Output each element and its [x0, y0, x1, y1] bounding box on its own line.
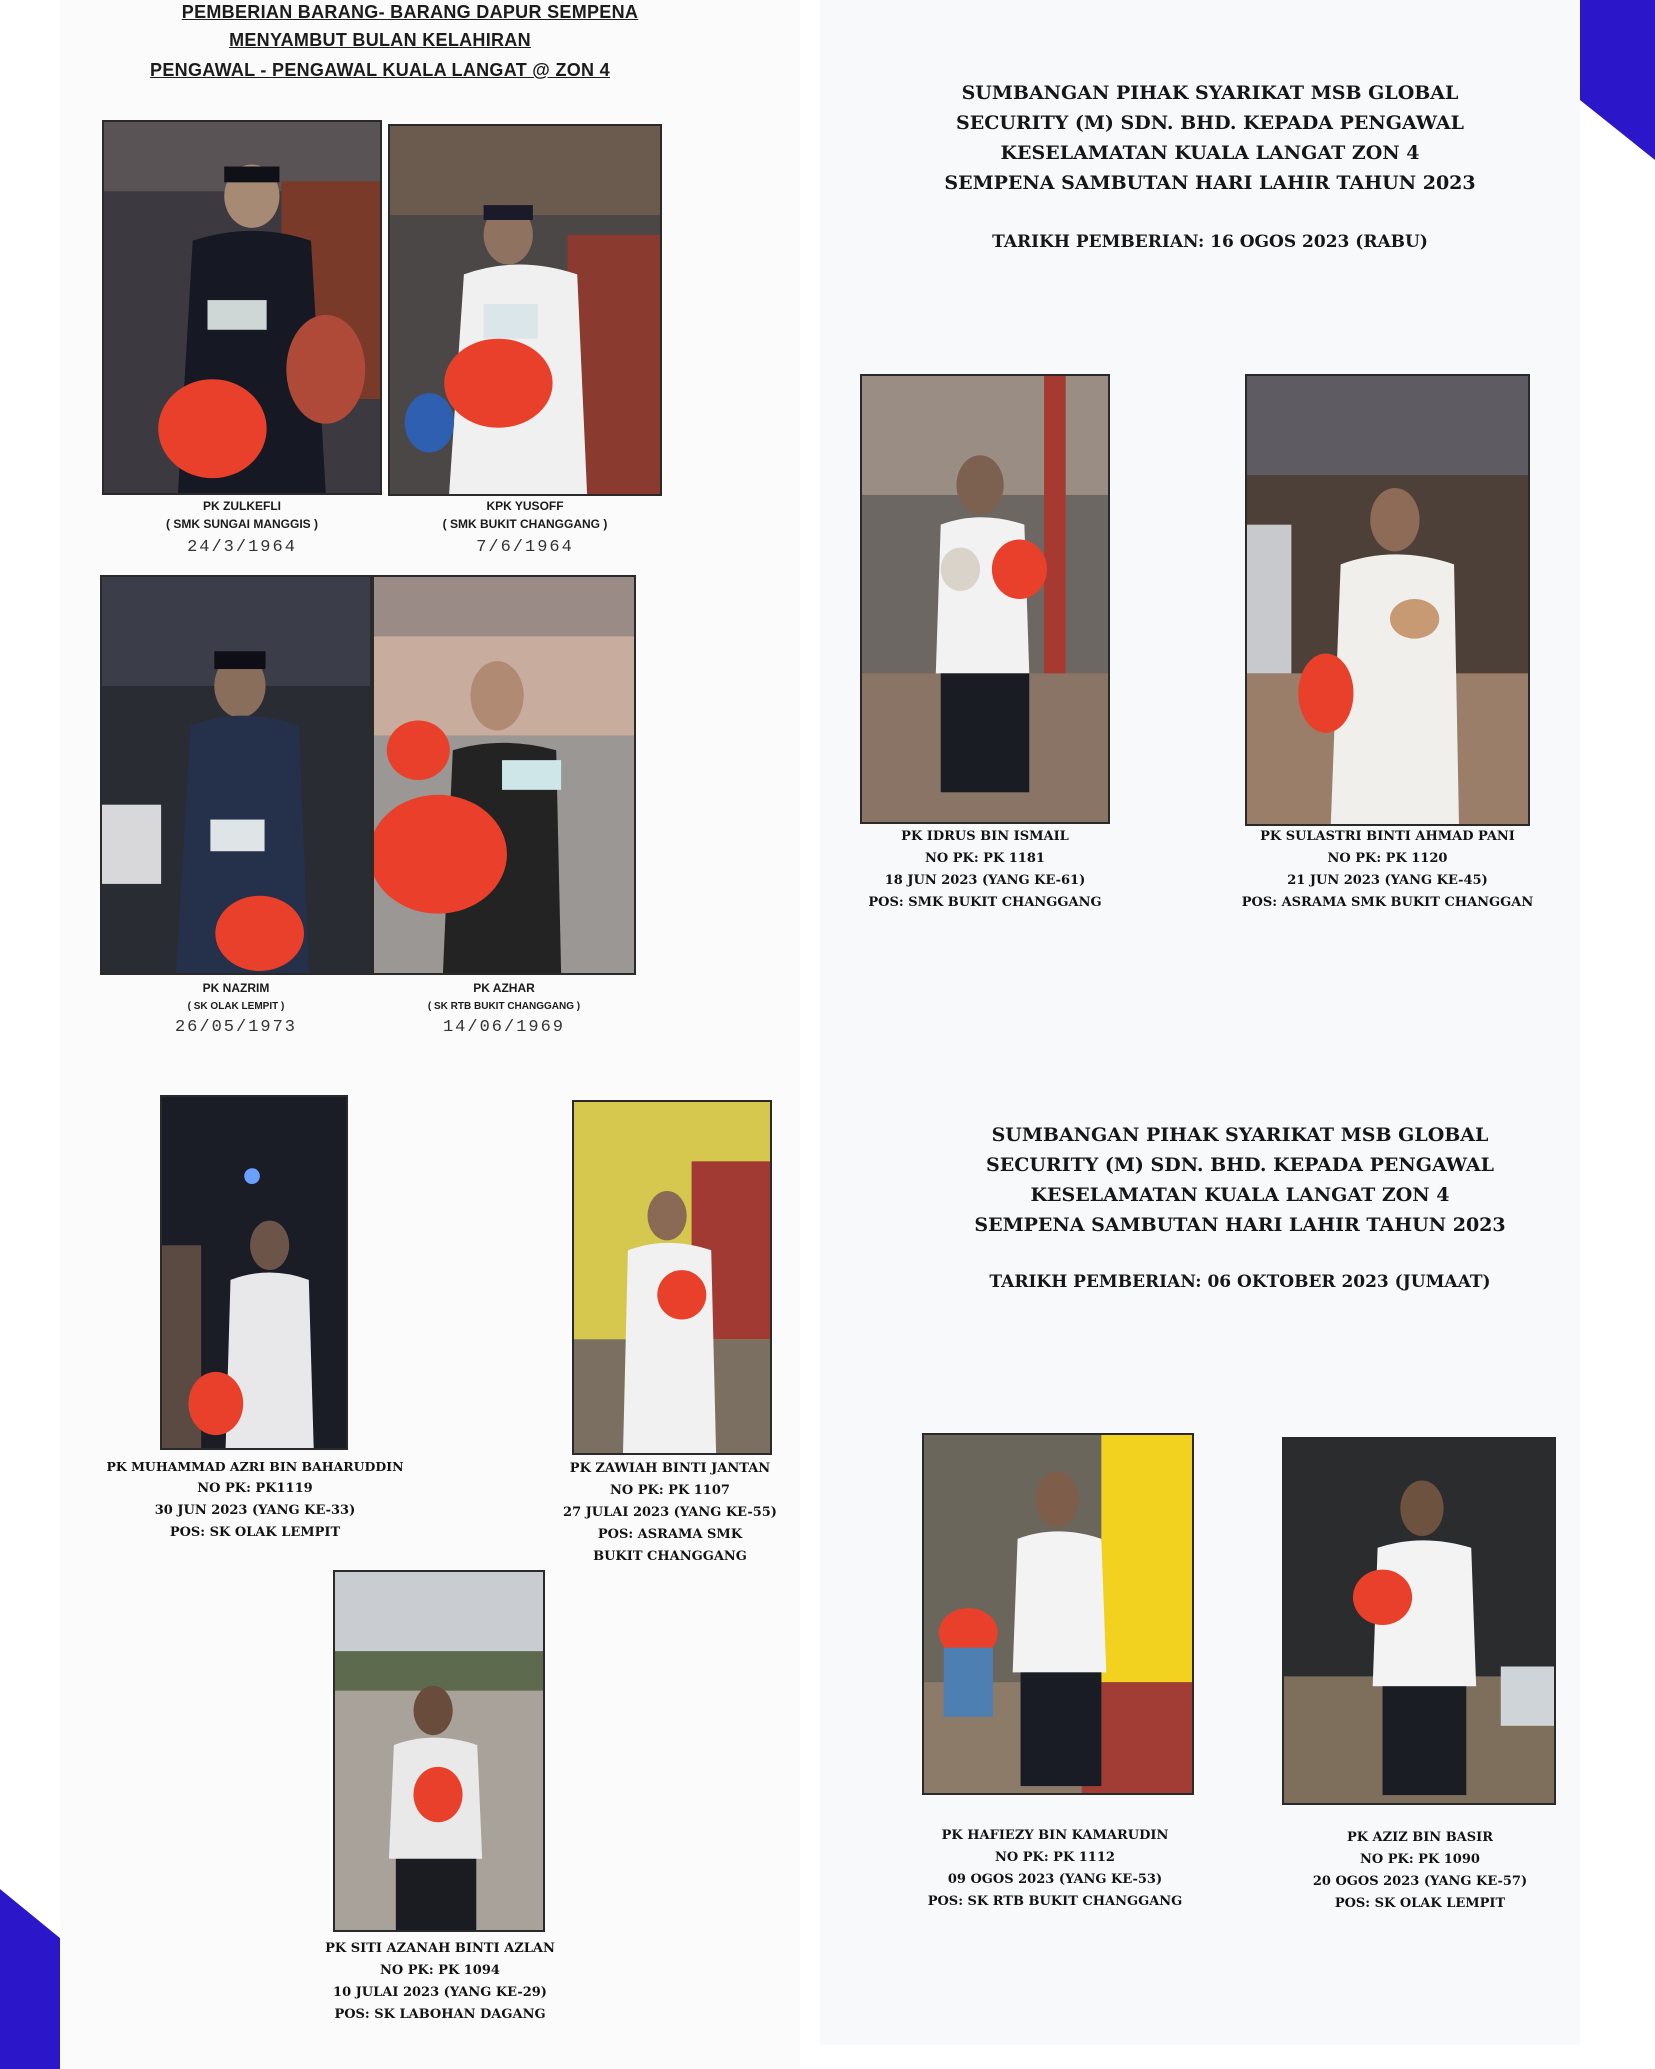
caption-zawiah-line-5: BUKIT CHANGGANG — [593, 1549, 747, 1564]
caption-aziz-line-4: POS: SK OLAK LEMPIT — [1334, 1896, 1506, 1911]
tr-heading-line-3: KESELAMATAN KUALA LANGAT ZON 4 — [1000, 142, 1420, 164]
caption-school-yusoff: ( SMK BUKIT CHANGGANG ) — [442, 517, 608, 531]
caption-sulastri-line-1: PK SULASTRI BINTI AHMAD PANI — [1260, 829, 1515, 844]
title-line-3: PENGAWAL - PENGAWAL KUALA LANGAT @ ZON 4 — [150, 60, 610, 80]
caption-siti-line-4: POS: SK LABOHAN DAGANG — [334, 2007, 546, 2022]
caption-sulastri-line-2: NO PK: PK 1120 — [1327, 851, 1448, 866]
caption-siti-line-3: 10 JULAI 2023 (YANG KE-29) — [333, 1985, 547, 2000]
caption-zawiah-line-1: PK ZAWIAH BINTI JANTAN — [569, 1461, 771, 1476]
caption-siti-line-2: NO PK: PK 1094 — [380, 1963, 500, 1978]
caption-idrus-line-3: 18 JUN 2023 (YANG KE-61) — [884, 873, 1086, 888]
caption-idrus-line-4: POS: SMK BUKIT CHANGGANG — [868, 895, 1102, 910]
photo-pk-hafiezy — [922, 1433, 1194, 1795]
photo-pk-sulastri — [1245, 374, 1530, 826]
photo-pk-idrus — [860, 374, 1110, 824]
caption-azri-line-1: PK MUHAMMAD AZRI BIN BAHARUDDIN — [106, 1459, 404, 1474]
tr-heading-line-1: SUMBANGAN PIHAK SYARIKAT MSB GLOBAL — [961, 82, 1459, 104]
photo-pk-zulkefli — [102, 120, 382, 495]
photo-pk-zawiah — [572, 1100, 772, 1455]
caption-zawiah-line-4: POS: ASRAMA SMK — [597, 1527, 743, 1542]
caption-azri-line-2: NO PK: PK1119 — [197, 1481, 313, 1496]
photo-kpk-yusoff — [388, 124, 662, 496]
photo-pk-siti-azanah — [333, 1570, 545, 1932]
caption-azri-line-3: 30 JUN 2023 (YANG KE-33) — [154, 1503, 356, 1518]
caption-sulastri-line-3: 21 JUN 2023 (YANG KE-45) — [1287, 873, 1488, 888]
photo-pk-muhammad-azri — [160, 1095, 348, 1450]
br-heading-line-3: KESELAMATAN KUALA LANGAT ZON 4 — [1030, 1184, 1450, 1206]
caption-school-azhar: ( SK RTB BUKIT CHANGGANG ) — [427, 1001, 581, 1012]
caption-aziz-line-2: NO PK: PK 1090 — [1360, 1852, 1480, 1867]
br-date-line: TARIKH PEMBERIAN: 06 OKTOBER 2023 (JUMAAT) — [989, 1272, 1491, 1292]
caption-zawiah-line-2: NO PK: PK 1107 — [610, 1483, 730, 1498]
title-line-1: PEMBERIAN BARANG- BARANG DAPUR SEMPENA — [181, 2, 639, 22]
caption-idrus-line-1: PK IDRUS BIN ISMAIL — [901, 829, 1069, 844]
caption-aziz-line-3: 20 OGOS 2023 (YANG KE-57) — [1312, 1874, 1528, 1889]
photo-pk-aziz — [1282, 1437, 1556, 1805]
caption-azri-line-4: POS: SK OLAK LEMPIT — [169, 1525, 341, 1540]
tr-date-line: TARIKH PEMBERIAN: 16 OGOS 2023 (RABU) — [992, 232, 1428, 252]
tr-heading-line-4: SEMPENA SAMBUTAN HARI LAHIR TAHUN 2023 — [944, 172, 1476, 194]
caption-hafiezy-line-2: NO PK: PK 1112 — [995, 1850, 1115, 1865]
caption-zawiah-line-3: 27 JULAI 2023 (YANG KE-55) — [563, 1505, 777, 1520]
caption-dob-yusoff: 7/6/1964 — [476, 538, 574, 557]
br-heading-line-4: SEMPENA SAMBUTAN HARI LAHIR TAHUN 2023 — [974, 1214, 1506, 1236]
title-line-2: MENYAMBUT BULAN KELAHIRAN — [229, 30, 531, 50]
caption-dob-zulkefli: 24/3/1964 — [187, 538, 297, 557]
caption-name-zulkefli: PK ZULKEFLI — [203, 499, 281, 513]
br-heading-line-2: SECURITY (M) SDN. BHD. KEPADA PENGAWAL — [986, 1154, 1494, 1176]
tr-heading-line-2: SECURITY (M) SDN. BHD. KEPADA PENGAWAL — [956, 112, 1464, 134]
caption-hafiezy-line-4: POS: SK RTB BUKIT CHANGGANG — [927, 1894, 1183, 1909]
caption-name-azhar: PK AZHAR — [473, 981, 535, 995]
caption-dob-nazrim: 26/05/1973 — [174, 1018, 298, 1037]
br-heading-line-1: SUMBANGAN PIHAK SYARIKAT MSB GLOBAL — [991, 1124, 1489, 1146]
caption-siti-line-1: PK SITI AZANAH BINTI AZLAN — [325, 1941, 555, 1956]
photo-pk-azhar — [372, 575, 636, 975]
photo-pk-nazrim — [100, 575, 372, 975]
caption-name-nazrim: PK NAZRIM — [202, 981, 270, 995]
caption-school-nazrim: ( SK OLAK LEMPIT ) — [187, 1001, 285, 1012]
caption-school-zulkefli: ( SMK SUNGAI MANGGIS ) — [166, 517, 318, 531]
caption-hafiezy-line-1: PK HAFIEZY BIN KAMARUDIN — [941, 1828, 1169, 1843]
caption-dob-azhar: 14/06/1969 — [442, 1018, 566, 1037]
caption-aziz-line-1: PK AZIZ BIN BASIR — [1346, 1830, 1494, 1845]
caption-sulastri-line-4: POS: ASRAMA SMK BUKIT CHANGGAN — [1241, 895, 1534, 910]
caption-hafiezy-line-3: 09 OGOS 2023 (YANG KE-53) — [947, 1872, 1163, 1887]
caption-idrus-line-2: NO PK: PK 1181 — [925, 851, 1045, 866]
caption-name-yusoff: KPK YUSOFF — [486, 499, 564, 513]
